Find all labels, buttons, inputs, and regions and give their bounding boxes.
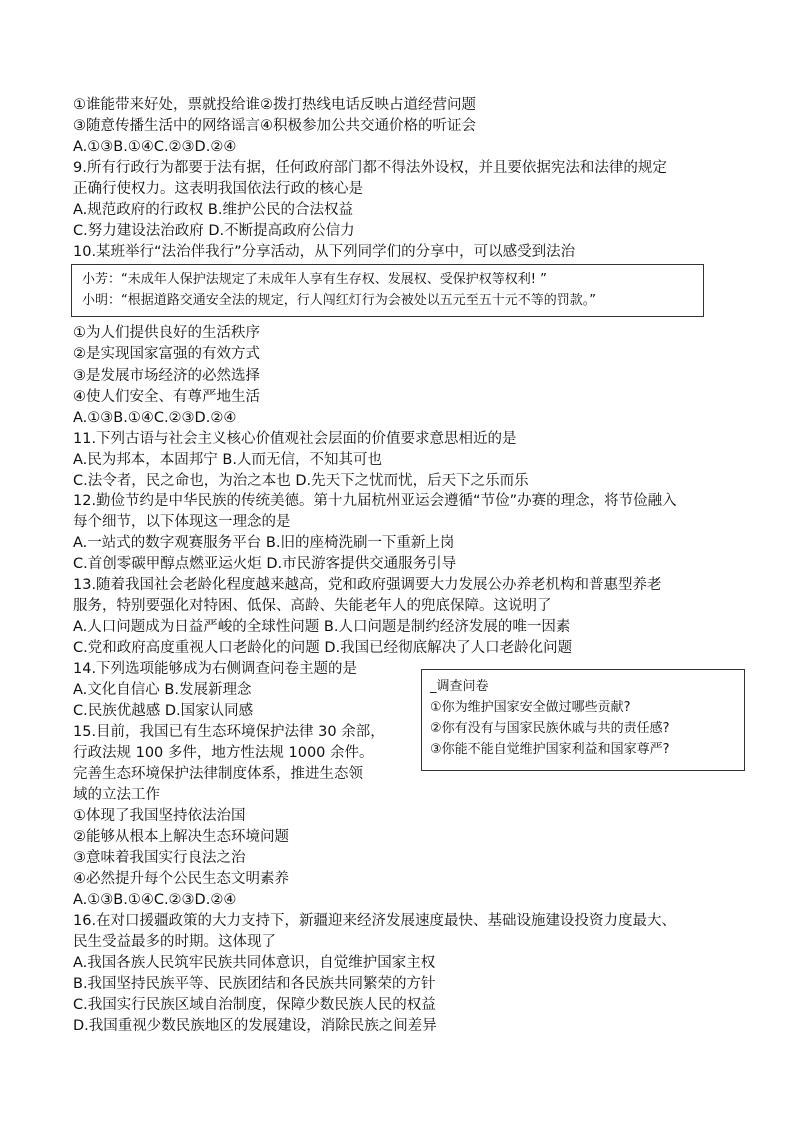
survey-question-2: ②你有没有与国家民族休戚与共的责任感? <box>430 721 670 736</box>
q11-choices-ab: A.民为邦本，本固邦宁 B.人而无信，不知其可也 <box>73 452 382 468</box>
q9-stem-line-2: 正确行使权力。这表明我国依法行政的核心是 <box>73 181 363 197</box>
q13-choices-ab: A.人口问题成为日益严峻的全球性问题 B.人口问题是制约经济发展的唯一因素 <box>73 619 571 635</box>
q16-choice-c: C.我国实行民族区域自治制度，保障少数民族人民的权益 <box>73 997 436 1013</box>
q16-stem-line-1: 16.在对口援疆政策的大力支持下，新疆迎来经济发展速度最快、基础设施建设投资力度最大、 <box>73 913 677 929</box>
q10-quote-box <box>71 264 704 317</box>
q10-choices: A.①③B.①④C.②③D.②④ <box>73 410 237 426</box>
q13-choices-cd: C.党和政府高度重视人口老龄化的问题 D.我国已经彻底解决了人口老龄化问题 <box>73 640 573 656</box>
q15-stem-line-4: 域的立法工作 <box>73 787 160 803</box>
q15-option-1: ①体现了我国坚持依法治国 <box>73 808 246 824</box>
q15-stem-line-1: 15.目前，我国已有生态环境保护法律 30 余部， <box>73 724 385 740</box>
q15-choices: A.①③B.①④C.②③D.②④ <box>73 892 237 908</box>
q10-option-3: ③是发展市场经济的必然选择 <box>73 368 260 384</box>
q16-choice-b: B.我国坚持民族平等、民族团结和各民族共同繁荣的方针 <box>73 976 436 992</box>
q10-option-1: ①为人们提供良好的生活秩序 <box>73 325 260 341</box>
q10-stem: 10.某班举行“法治伴我行”分享活动，从下列同学们的分享中，可以感受到法治 <box>73 244 576 260</box>
q14-choices-cd: C.民族优越感 D.国家认同感 <box>73 703 254 719</box>
q14-stem: 14.下列选项能够成为右侧调查问卷主题的是 <box>73 661 358 677</box>
q15-option-2: ②能够从根本上解决生态环境问题 <box>73 829 289 845</box>
q8-choices: A.①③B.①④C.②③D.②④ <box>73 139 237 155</box>
q11-stem: 11.下列古语与社会主义核心价值观社会层面的价值要求意思相近的是 <box>73 431 517 447</box>
q14-choices-ab: A.文化自信心 B.发展新理念 <box>73 682 252 698</box>
q15-stem-line-2: 行政法规 100 多件，地方性法规 1000 余件。 <box>73 745 374 761</box>
q16-choice-a: A.我国各族人民筑牢民族共同体意识，自觉维护国家主权 <box>73 955 436 971</box>
q10-option-2: ②是实现国家富强的有效方式 <box>73 346 260 362</box>
q11-choices-cd: C.法令者，民之命也，为治之本也 D.先天下之忧而忧，后天下之乐而乐 <box>73 473 529 489</box>
q16-stem-line-2: 民生受益最多的时期。这体现了 <box>73 934 276 950</box>
q10-quote-xiaofang: 小芳：“未成年人保护法规定了未成年人享有生存权、发展权、受保护权等权利! ” <box>82 272 547 287</box>
q13-stem-line-2: 服务，特别要强化对特困、低保、高龄、失能老年人的兜底保障。这说明了 <box>73 598 552 614</box>
q12-choices-cd: C.首创零碳甲醇点燃亚运火炬 D.市民游客提供交通服务引导 <box>73 556 457 572</box>
q13-stem-line-1: 13.随着我国社会老龄化程度越来越高，党和政府强调要大力发展公办养老机构和普惠型养老 <box>73 577 662 593</box>
q16-choice-d: D.我国重视少数民族地区的发展建设，消除民族之间差异 <box>73 1018 437 1034</box>
survey-question-1: ①你为维护国家安全做过哪些贡献? <box>430 700 631 715</box>
q8-options-line-1: ①谁能带来好处，票就投给谁②拨打热线电话反映占道经营问题 <box>73 97 476 113</box>
q12-choices-ab: A.一站式的数字观赛服务平台 B.旧的座椅洗刷一下重新上岗 <box>73 535 455 551</box>
q15-option-3: ③意味着我国实行良法之治 <box>73 850 246 866</box>
q15-stem-line-3: 完善生态环境保护法律制度体系，推进生态领 <box>73 766 363 782</box>
survey-question-3: ③你能不能自觉维护国家利益和国家尊严? <box>430 742 670 757</box>
q15-option-4: ④必然提升每个公民生态文明素养 <box>73 871 289 887</box>
q12-stem-line-2: 每个细节，以下体现这一理念的是 <box>73 514 291 530</box>
q9-choices-ab: A.规范政府的行政权 B.维护公民的合法权益 <box>73 202 353 218</box>
q8-options-line-2: ③随意传播生活中的网络谣言④积极参加公共交通价格的听证会 <box>73 118 476 134</box>
q12-stem-line-1: 12.勤俭节约是中华民族的传统美德。第十九届杭州亚运会遵循“节俭”办赛的理念，将节俭融入 <box>73 493 677 509</box>
q10-quote-xiaoming: 小明：“根据道路交通安全法的规定，行人闯红灯行为会被处以五元至五十元不等的罚款。” <box>82 293 596 308</box>
q9-choices-cd: C.努力建设法治政府 D.不断提高政府公信力 <box>73 223 355 239</box>
survey-title: _调查问卷 <box>430 679 489 694</box>
q9-stem-line-1: 9.所有行政行为都要于法有据，任何政府部门都不得法外设权，并且要依据宪法和法律的规定 <box>73 160 667 176</box>
survey-questionnaire-box <box>421 669 745 771</box>
q10-option-4: ④使人们安全、有尊严地生活 <box>73 389 260 405</box>
